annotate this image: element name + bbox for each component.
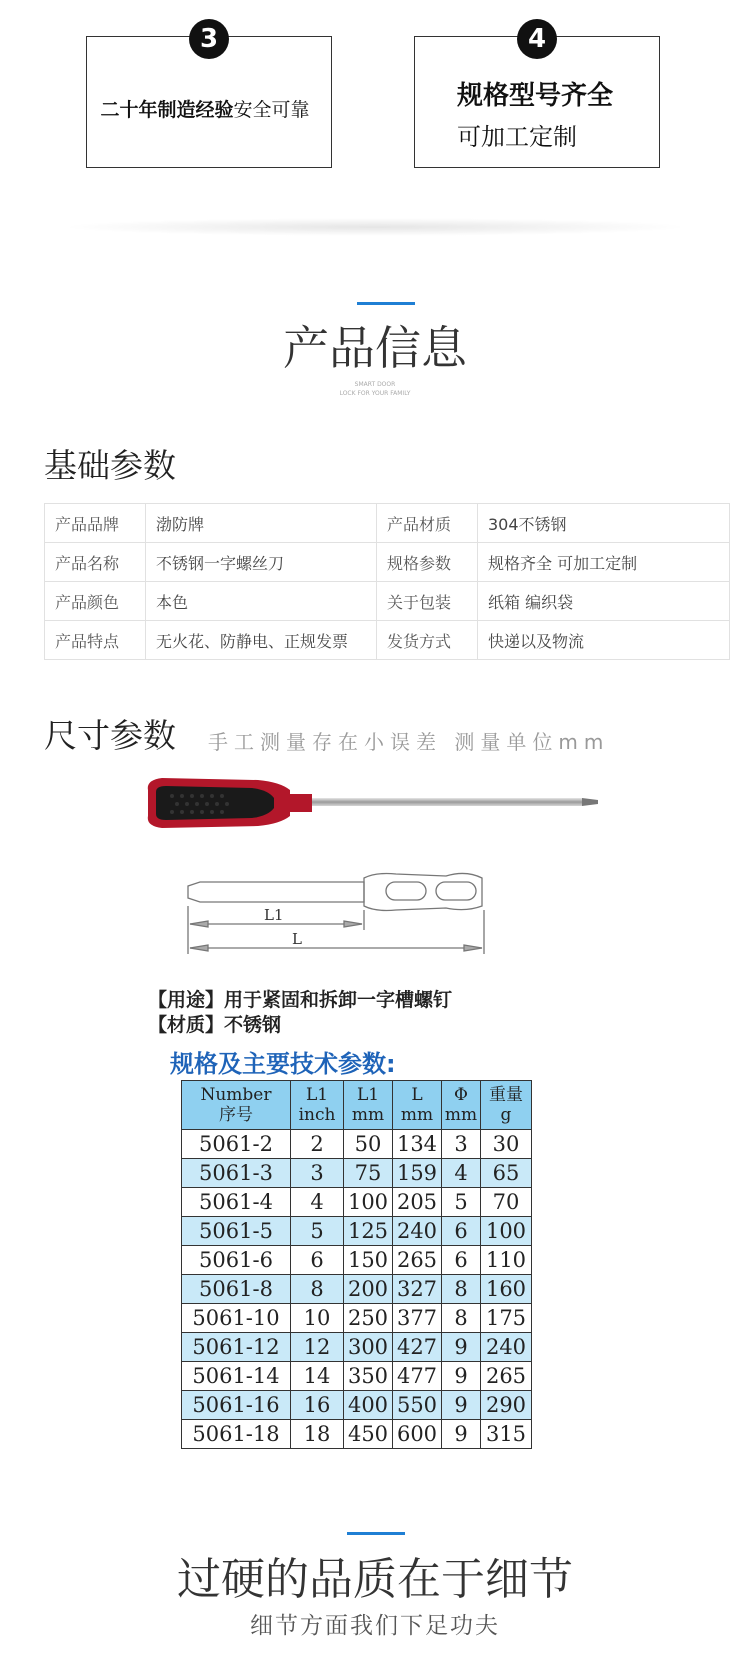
param-label: 规格参数 [377,543,478,582]
spec-heading: 规格及主要技术参数: [170,1050,396,1078]
feature-subtitle: 可加工定制 [457,123,577,151]
param-label: 产品颜色 [45,582,146,621]
product-info-title: 产品信息 [283,321,467,375]
table-row [182,1159,532,1188]
param-value: 不锈钢一字螺丝刀 [146,543,377,582]
table-row [182,1304,532,1333]
spec-header-cell: L1 mm [344,1081,393,1130]
spec-cell: 6 [442,1246,481,1275]
spec-cell: 550 [393,1391,442,1420]
param-value: 纸箱 编织袋 [478,582,730,621]
param-label: 产品品牌 [45,504,146,543]
spec-cell: 5061-4 [182,1188,291,1217]
spec-cell: 160 [481,1275,532,1304]
table-row [182,1333,532,1362]
spec-cell: 4 [291,1188,344,1217]
feature-number-badge: 4 [517,19,557,59]
table-row [45,543,730,582]
table-row [182,1246,532,1275]
feature-text [83,95,327,122]
spec-cell: 150 [344,1246,393,1275]
spec-cell: 5 [442,1188,481,1217]
spec-cell: 70 [481,1188,532,1217]
param-value: 渤防牌 [146,504,377,543]
spec-cell: 427 [393,1333,442,1362]
spec-cell: 18 [291,1420,344,1449]
spec-cell: 8 [442,1275,481,1304]
spec-cell: 5061-10 [182,1304,291,1333]
spec-cell: 327 [393,1275,442,1304]
table-row [182,1362,532,1391]
spec-cell: 265 [393,1246,442,1275]
spec-cell: 175 [481,1304,532,1333]
spec-cell: 300 [344,1333,393,1362]
size-params-title: 尺寸参数 [44,716,176,755]
basic-params-title: 基础参数 [44,446,176,485]
feature-box-4 [414,24,660,168]
feature-number-badge: 3 [189,19,229,59]
product-info-sub1: SMART DOOR [354,381,396,388]
param-label: 产品材质 [377,504,478,543]
spec-header-cell: 重量 g [481,1081,532,1130]
spec-cell: 2 [291,1130,344,1159]
dimension-label-l: L [292,930,302,948]
spec-cell: 75 [344,1159,393,1188]
param-label: 产品特点 [45,621,146,660]
table-row [182,1188,532,1217]
spec-cell: 125 [344,1217,393,1246]
spec-cell: 10 [291,1304,344,1333]
spec-cell: 134 [393,1130,442,1159]
spec-cell: 8 [291,1275,344,1304]
spec-material: 【材质】不锈钢 [148,1014,282,1036]
spec-cell: 200 [344,1275,393,1304]
spec-header-cell: Number 序号 [182,1081,291,1130]
spec-cell: 450 [344,1420,393,1449]
screwdriver-photo [140,768,600,838]
table-row [182,1420,532,1449]
spec-cell: 5061-12 [182,1333,291,1362]
spec-cell: 9 [442,1333,481,1362]
spec-cell: 8 [442,1304,481,1333]
feature-box-3 [86,24,332,168]
spec-cell: 205 [393,1188,442,1217]
param-value: 本色 [146,582,377,621]
param-value: 无火花、防静电、正规发票 [146,621,377,660]
quality-title: 过硬的品质在于细节 [177,1554,573,1605]
spec-cell: 5061-2 [182,1130,291,1159]
table-row [182,1391,532,1420]
spec-header-cell: L1 inch [291,1081,344,1130]
spec-cell: 6 [291,1246,344,1275]
spec-usage: 【用途】用于紧固和拆卸一字槽螺钉 [148,989,453,1011]
spec-cell: 9 [442,1420,481,1449]
spec-header-cell: Φ mm [442,1081,481,1130]
table-row [182,1130,532,1159]
param-value: 304不锈钢 [478,504,730,543]
quality-subtitle: 细节方面我们下足功夫 [250,1613,500,1639]
spec-cell: 30 [481,1130,532,1159]
dimension-diagram [186,868,500,958]
spec-cell: 5061-18 [182,1420,291,1449]
feature-text-bold: 二十年制造经验 [100,99,234,121]
feature-text-regular: 安全可靠 [233,99,310,121]
param-label: 发货方式 [377,621,478,660]
spec-cell: 14 [291,1362,344,1391]
spec-cell: 477 [393,1362,442,1391]
spec-description [148,988,568,1079]
spec-cell: 350 [344,1362,393,1391]
spec-cell: 400 [344,1391,393,1420]
param-label: 关于包装 [377,582,478,621]
param-value: 规格齐全 可加工定制 [478,543,730,582]
divider-shadow [60,218,690,236]
spec-cell: 110 [481,1246,532,1275]
dimension-label-l1: L1 [264,906,284,924]
spec-cell: 265 [481,1362,532,1391]
spec-header-cell: L mm [393,1081,442,1130]
spec-cell: 100 [481,1217,532,1246]
spec-cell: 240 [393,1217,442,1246]
product-info-sub2: LOCK FOR YOUR FAMILY [339,390,411,397]
spec-cell: 50 [344,1130,393,1159]
spec-cell: 250 [344,1304,393,1333]
spec-cell: 5061-3 [182,1159,291,1188]
spec-cell: 377 [393,1304,442,1333]
table-row [182,1275,532,1304]
spec-cell: 16 [291,1391,344,1420]
measurement-note: 手工测量存在小误差 测量单位mm [208,730,610,754]
table-row [45,504,730,543]
spec-cell: 5061-16 [182,1391,291,1420]
section-accent-line [357,302,415,305]
table-row [45,582,730,621]
spec-cell: 159 [393,1159,442,1188]
spec-cell: 65 [481,1159,532,1188]
basic-params-table [44,503,730,660]
spec-cell: 5061-14 [182,1362,291,1391]
spec-cell: 6 [442,1217,481,1246]
spec-cell: 3 [291,1159,344,1188]
spec-header-row [182,1081,532,1130]
section-accent-line [347,1532,405,1535]
feature-title: 规格型号齐全 [457,81,614,111]
spec-cell: 9 [442,1391,481,1420]
spec-cell: 600 [393,1420,442,1449]
spec-cell: 5061-8 [182,1275,291,1304]
table-row [45,621,730,660]
spec-cell: 9 [442,1362,481,1391]
spec-cell: 315 [481,1420,532,1449]
spec-cell: 240 [481,1333,532,1362]
spec-cell: 100 [344,1188,393,1217]
spec-cell: 5061-6 [182,1246,291,1275]
spec-table [181,1080,532,1449]
param-label: 产品名称 [45,543,146,582]
table-row [182,1217,532,1246]
spec-cell: 3 [442,1130,481,1159]
spec-cell: 290 [481,1391,532,1420]
spec-cell: 5 [291,1217,344,1246]
spec-cell: 12 [291,1333,344,1362]
spec-cell: 5061-5 [182,1217,291,1246]
param-value: 快递以及物流 [478,621,730,660]
spec-cell: 4 [442,1159,481,1188]
